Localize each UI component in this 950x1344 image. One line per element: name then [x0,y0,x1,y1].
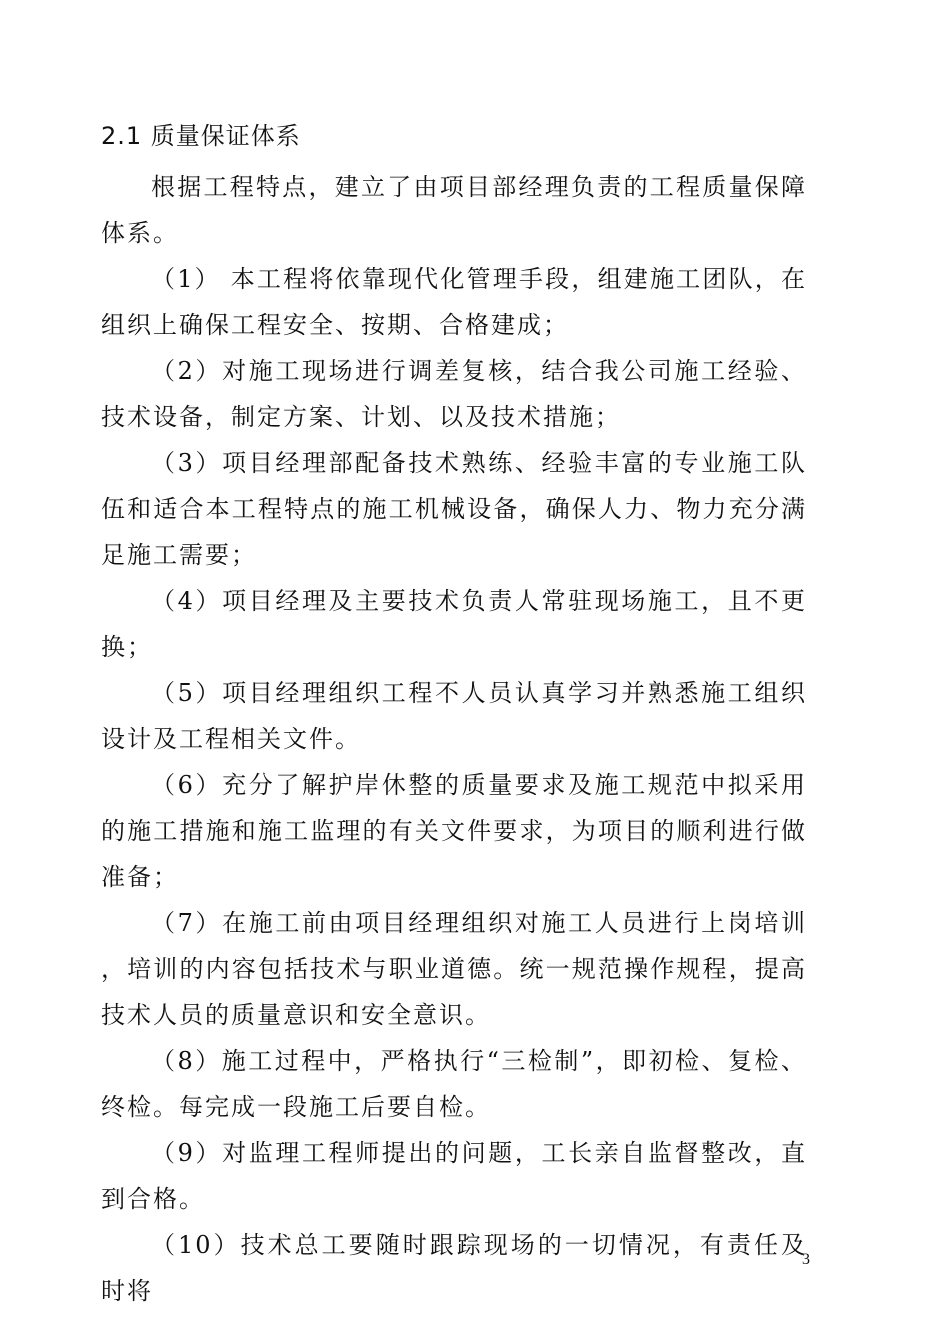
document-body [101,164,807,1314]
paragraph-item-3: （3）项目经理部配备技术熟练、经验丰富的专业施工队伍和适合本工程特点的施工机械设备，确保人力、物力充分满足施工需要； [101,449,807,569]
paragraph-item-8: （8）施工过程中，严格执行“三检制”，即初检、复检、终检。每完成一段施工后要自检。 [101,1047,807,1121]
paragraph-item-2: （2）对施工现场进行调差复核，结合我公司施工经验、技术设备，制定方案、计划、以及技术措施； [101,357,807,431]
paragraph-item-4: （4）项目经理及主要技术负责人常驻现场施工，且不更换； [101,587,807,661]
paragraph-item-10: （10）技术总工要随时跟踪现场的一切情况，有责任及时将 [101,1231,807,1305]
page-number: 3 [802,1251,810,1268]
paragraph-item-5: （5）项目经理组织工程不人员认真学习并熟悉施工组织设计及工程相关文件。 [101,679,807,753]
paragraph-item-1: （1） 本工程将依靠现代化管理手段，组建施工团队，在组织上确保工程安全、按期、合格建成； [101,265,807,339]
paragraph-intro: 根据工程特点，建立了由项目部经理负责的工程质量保障体系。 [101,173,807,247]
paragraph-item-7: （7）在施工前由项目经理组织对施工人员进行上岗培训，培训的内容包括技术与职业道德。统一规范操作规程，提高技术人员的质量意识和安全意识。 [101,909,807,1029]
paragraph-item-9: （9）对监理工程师提出的问题，工长亲自监督整改，直到合格。 [101,1139,807,1213]
paragraph-item-6: （6）充分了解护岸休整的质量要求及施工规范中拟采用的施工措施和施工监理的有关文件要求，为项目的顺利进行做准备； [101,771,807,891]
section-heading: 2.1 质量保证体系 [101,122,301,150]
